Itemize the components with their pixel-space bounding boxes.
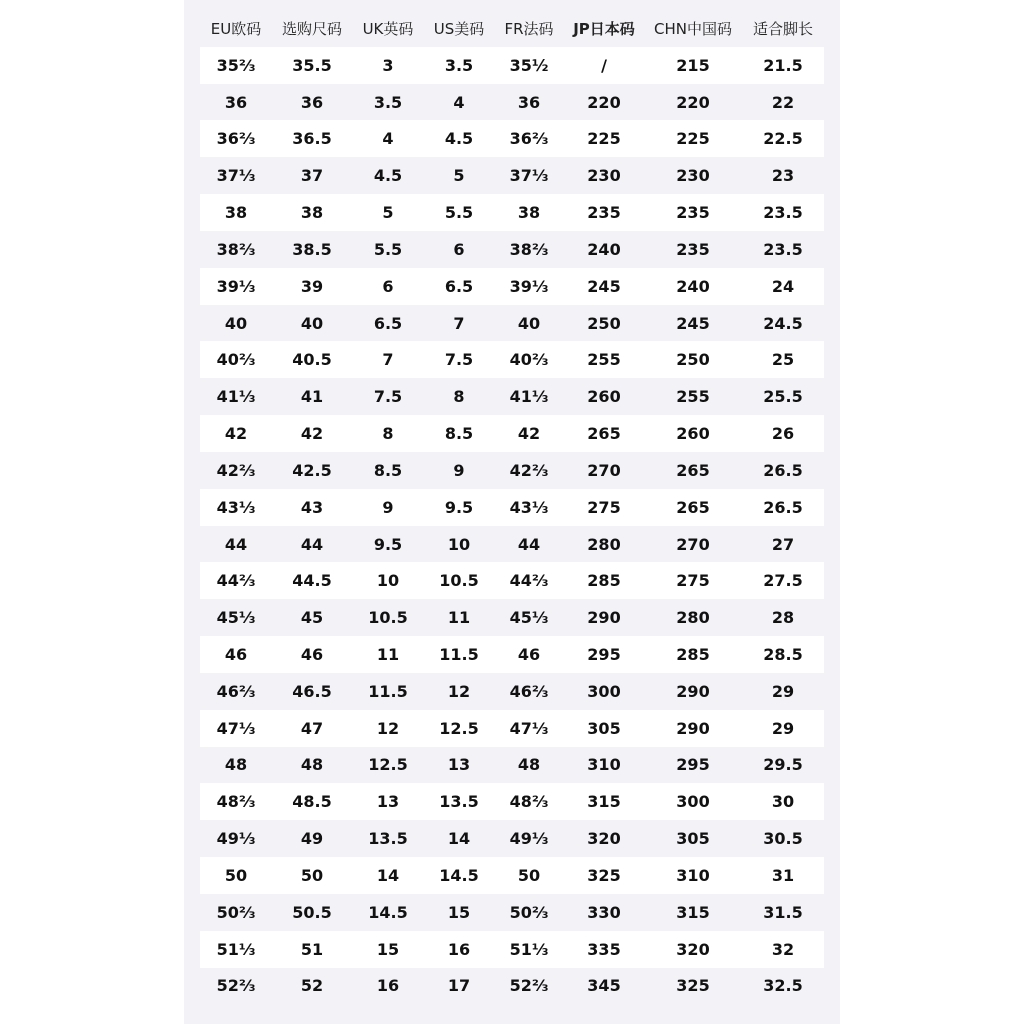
cell-purchase-size: 44: [300, 534, 324, 554]
cell-purchase-size: 47: [300, 718, 324, 738]
cell-chn: 230: [676, 166, 710, 186]
cell-eu: 47⅓: [216, 718, 256, 738]
cell-foot-length: 26.5: [763, 497, 803, 517]
size-chart-panel: [184, 0, 840, 1024]
cell-jp: 285: [587, 571, 621, 591]
table-row: [200, 194, 824, 231]
cell-fr: 40⅔: [509, 350, 549, 370]
cell-purchase-size: 42.5: [292, 460, 332, 480]
cell-foot-length: 32.5: [763, 976, 803, 996]
cell-foot-length: 32: [771, 939, 795, 959]
cell-us: 14: [447, 829, 471, 849]
cell-eu: 51⅓: [216, 939, 256, 959]
cell-purchase-size: 48.5: [292, 792, 332, 812]
cell-us: 7.5: [444, 350, 474, 370]
cell-chn: 305: [676, 829, 710, 849]
cell-foot-length: 24: [771, 276, 795, 296]
cell-foot-length: 28: [771, 608, 795, 628]
cell-purchase-size: 40.5: [292, 350, 332, 370]
cell-jp: 320: [587, 829, 621, 849]
cell-foot-length: 30.5: [763, 829, 803, 849]
cell-eu: 41⅓: [216, 387, 256, 407]
cell-uk: 5.5: [373, 239, 403, 259]
cell-foot-length: 27: [771, 534, 795, 554]
cell-purchase-size: 51: [300, 939, 324, 959]
cell-eu: 52⅔: [216, 976, 256, 996]
table-row: [200, 47, 824, 84]
cell-purchase-size: 41: [300, 387, 324, 407]
table-row: [200, 84, 824, 121]
cell-purchase-size: 42: [300, 424, 324, 444]
table-row: [200, 341, 824, 378]
cell-fr: 42: [517, 424, 541, 444]
cell-purchase-size: 35.5: [292, 55, 332, 75]
col-header-purchase-size: 选购尺码: [281, 19, 342, 38]
cell-eu: 50⅔: [216, 902, 256, 922]
cell-us: 14.5: [439, 865, 479, 885]
cell-uk: 12: [376, 718, 400, 738]
cell-jp: 270: [587, 460, 621, 480]
cell-jp: 345: [587, 976, 621, 996]
table-row: [200, 968, 824, 1005]
cell-foot-length: 25: [771, 350, 795, 370]
cell-uk: 7.5: [373, 387, 403, 407]
cell-foot-length: 23: [771, 166, 795, 186]
cell-chn: 280: [676, 608, 710, 628]
table-row: [200, 526, 824, 563]
table-row: [200, 452, 824, 489]
cell-us: 6: [453, 239, 465, 259]
table-row: [200, 415, 824, 452]
size-chart-header-row: [200, 10, 824, 47]
cell-eu: 46: [224, 644, 248, 664]
cell-chn: 285: [676, 644, 710, 664]
cell-jp: /: [601, 55, 607, 75]
cell-uk: 3.5: [373, 92, 403, 112]
table-row: [200, 599, 824, 636]
cell-uk: 8.5: [373, 460, 403, 480]
cell-purchase-size: 48: [300, 755, 324, 775]
cell-purchase-size: 52: [300, 976, 324, 996]
cell-uk: 13.5: [368, 829, 408, 849]
cell-foot-length: 22.5: [763, 129, 803, 149]
cell-fr: 39⅓: [509, 276, 549, 296]
cell-chn: 215: [676, 55, 710, 75]
cell-jp: 260: [587, 387, 621, 407]
cell-purchase-size: 44.5: [292, 571, 332, 591]
cell-eu: 50: [224, 865, 248, 885]
cell-jp: 275: [587, 497, 621, 517]
cell-eu: 43⅓: [216, 497, 256, 517]
cell-fr: 36⅔: [509, 129, 549, 149]
cell-uk: 4: [382, 129, 394, 149]
cell-fr: 51⅓: [509, 939, 549, 959]
cell-fr: 38: [517, 203, 541, 223]
cell-fr: 41⅓: [509, 387, 549, 407]
cell-jp: 295: [587, 644, 621, 664]
cell-fr: 35½: [509, 55, 549, 75]
cell-foot-length: 25.5: [763, 387, 803, 407]
cell-us: 7: [453, 313, 465, 333]
cell-uk: 12.5: [368, 755, 408, 775]
cell-chn: 275: [676, 571, 710, 591]
cell-chn: 235: [676, 203, 710, 223]
cell-eu: 42⅔: [216, 460, 256, 480]
cell-purchase-size: 39: [300, 276, 324, 296]
cell-jp: 230: [587, 166, 621, 186]
cell-uk: 11: [376, 644, 400, 664]
cell-chn: 225: [676, 129, 710, 149]
cell-jp: 245: [587, 276, 621, 296]
cell-eu: 48: [224, 755, 248, 775]
col-header-eu: EU欧码: [210, 19, 262, 38]
cell-foot-length: 23.5: [763, 203, 803, 223]
cell-chn: 265: [676, 460, 710, 480]
cell-chn: 250: [676, 350, 710, 370]
cell-jp: 250: [587, 313, 621, 333]
cell-fr: 44: [517, 534, 541, 554]
cell-us: 6.5: [444, 276, 474, 296]
col-header-us: US美码: [433, 19, 485, 38]
cell-uk: 6: [382, 276, 394, 296]
table-row: [200, 489, 824, 526]
cell-uk: 14: [376, 865, 400, 885]
cell-foot-length: 24.5: [763, 313, 803, 333]
cell-uk: 10.5: [368, 608, 408, 628]
col-header-jp: JP日本码: [573, 19, 635, 38]
cell-uk: 8: [382, 424, 394, 444]
col-header-uk: UK英码: [362, 19, 414, 38]
col-header-foot-length: 适合脚长: [752, 19, 813, 38]
cell-jp: 225: [587, 129, 621, 149]
cell-jp: 265: [587, 424, 621, 444]
cell-purchase-size: 37: [300, 166, 324, 186]
cell-eu: 48⅔: [216, 792, 256, 812]
cell-jp: 235: [587, 203, 621, 223]
cell-uk: 14.5: [368, 902, 408, 922]
cell-eu: 45⅓: [216, 608, 256, 628]
cell-jp: 280: [587, 534, 621, 554]
size-chart-body: [200, 47, 824, 1005]
cell-jp: 300: [587, 681, 621, 701]
cell-us: 13: [447, 755, 471, 775]
cell-us: 9.5: [444, 497, 474, 517]
cell-purchase-size: 36.5: [292, 129, 332, 149]
table-row: [200, 894, 824, 931]
cell-us: 3.5: [444, 55, 474, 75]
cell-chn: 270: [676, 534, 710, 554]
cell-foot-length: 31: [771, 865, 795, 885]
cell-eu: 38⅔: [216, 239, 256, 259]
cell-jp: 255: [587, 350, 621, 370]
cell-us: 9: [453, 460, 465, 480]
cell-jp: 315: [587, 792, 621, 812]
cell-purchase-size: 50: [300, 865, 324, 885]
cell-uk: 5: [382, 203, 394, 223]
cell-purchase-size: 50.5: [292, 902, 332, 922]
table-row: [200, 636, 824, 673]
cell-chn: 290: [676, 718, 710, 738]
cell-purchase-size: 40: [300, 313, 324, 333]
cell-foot-length: 26: [771, 424, 795, 444]
cell-us: 5.5: [444, 203, 474, 223]
table-row: [200, 820, 824, 857]
cell-foot-length: 21.5: [763, 55, 803, 75]
cell-purchase-size: 38: [300, 203, 324, 223]
table-row: [200, 378, 824, 415]
cell-fr: 43⅓: [509, 497, 549, 517]
cell-us: 12.5: [439, 718, 479, 738]
cell-chn: 245: [676, 313, 710, 333]
cell-purchase-size: 46: [300, 644, 324, 664]
cell-us: 10: [447, 534, 471, 554]
cell-purchase-size: 49: [300, 829, 324, 849]
cell-foot-length: 31.5: [763, 902, 803, 922]
cell-fr: 50⅔: [509, 902, 549, 922]
table-row: [200, 747, 824, 784]
cell-us: 5: [453, 166, 465, 186]
cell-chn: 240: [676, 276, 710, 296]
cell-fr: 45⅓: [509, 608, 549, 628]
cell-eu: 49⅓: [216, 829, 256, 849]
cell-uk: 6.5: [373, 313, 403, 333]
cell-jp: 330: [587, 902, 621, 922]
cell-jp: 305: [587, 718, 621, 738]
table-row: [200, 710, 824, 747]
cell-us: 8.5: [444, 424, 474, 444]
cell-foot-length: 28.5: [763, 644, 803, 664]
cell-eu: 39⅓: [216, 276, 256, 296]
cell-uk: 4.5: [373, 166, 403, 186]
cell-jp: 335: [587, 939, 621, 959]
cell-jp: 310: [587, 755, 621, 775]
table-row: [200, 783, 824, 820]
cell-chn: 265: [676, 497, 710, 517]
cell-us: 11.5: [439, 644, 479, 664]
cell-foot-length: 29.5: [763, 755, 803, 775]
cell-fr: 42⅔: [509, 460, 549, 480]
size-chart-table: [200, 10, 824, 1004]
cell-jp: 325: [587, 865, 621, 885]
cell-eu: 46⅔: [216, 681, 256, 701]
cell-purchase-size: 43: [300, 497, 324, 517]
cell-foot-length: 27.5: [763, 571, 803, 591]
cell-eu: 44⅔: [216, 571, 256, 591]
cell-chn: 220: [676, 92, 710, 112]
cell-us: 17: [447, 976, 471, 996]
cell-chn: 255: [676, 387, 710, 407]
cell-us: 10.5: [439, 571, 479, 591]
cell-us: 4: [453, 92, 465, 112]
cell-fr: 46: [517, 644, 541, 664]
table-row: [200, 857, 824, 894]
cell-eu: 44: [224, 534, 248, 554]
cell-chn: 310: [676, 865, 710, 885]
cell-chn: 290: [676, 681, 710, 701]
table-row: [200, 305, 824, 342]
cell-foot-length: 29: [771, 681, 795, 701]
cell-foot-length: 26.5: [763, 460, 803, 480]
cell-fr: 37⅓: [509, 166, 549, 186]
cell-eu: 36⅔: [216, 129, 256, 149]
cell-fr: 47⅓: [509, 718, 549, 738]
cell-fr: 49⅓: [509, 829, 549, 849]
cell-uk: 9.5: [373, 534, 403, 554]
cell-fr: 38⅔: [509, 239, 549, 259]
cell-us: 15: [447, 902, 471, 922]
cell-jp: 220: [587, 92, 621, 112]
cell-purchase-size: 46.5: [292, 681, 332, 701]
table-row: [200, 120, 824, 157]
cell-eu: 36: [224, 92, 248, 112]
cell-uk: 9: [382, 497, 394, 517]
cell-uk: 16: [376, 976, 400, 996]
cell-us: 13.5: [439, 792, 479, 812]
cell-chn: 295: [676, 755, 710, 775]
table-row: [200, 268, 824, 305]
cell-foot-length: 22: [771, 92, 795, 112]
cell-purchase-size: 38.5: [292, 239, 332, 259]
cell-uk: 7: [382, 350, 394, 370]
cell-purchase-size: 36: [300, 92, 324, 112]
table-row: [200, 562, 824, 599]
cell-us: 16: [447, 939, 471, 959]
cell-fr: 40: [517, 313, 541, 333]
cell-chn: 315: [676, 902, 710, 922]
cell-eu: 35⅔: [216, 55, 256, 75]
cell-uk: 3: [382, 55, 394, 75]
cell-jp: 240: [587, 239, 621, 259]
cell-eu: 40⅔: [216, 350, 256, 370]
cell-fr: 48⅔: [509, 792, 549, 812]
cell-us: 12: [447, 681, 471, 701]
cell-chn: 235: [676, 239, 710, 259]
col-header-chn: CHN中国码: [654, 19, 732, 38]
cell-jp: 290: [587, 608, 621, 628]
cell-uk: 11.5: [368, 681, 408, 701]
cell-eu: 42: [224, 424, 248, 444]
cell-uk: 15: [376, 939, 400, 959]
cell-fr: 36: [517, 92, 541, 112]
cell-us: 4.5: [444, 129, 474, 149]
table-row: [200, 931, 824, 968]
table-row: [200, 157, 824, 194]
cell-eu: 38: [224, 203, 248, 223]
cell-eu: 37⅓: [216, 166, 256, 186]
cell-chn: 260: [676, 424, 710, 444]
cell-fr: 52⅔: [509, 976, 549, 996]
cell-uk: 10: [376, 571, 400, 591]
cell-chn: 320: [676, 939, 710, 959]
cell-us: 8: [453, 387, 465, 407]
cell-eu: 40: [224, 313, 248, 333]
col-header-fr: FR法码: [504, 19, 554, 38]
cell-purchase-size: 45: [300, 608, 324, 628]
cell-foot-length: 30: [771, 792, 795, 812]
cell-chn: 325: [676, 976, 710, 996]
table-row: [200, 673, 824, 710]
cell-fr: 44⅔: [509, 571, 549, 591]
cell-fr: 48: [517, 755, 541, 775]
cell-chn: 300: [676, 792, 710, 812]
cell-fr: 46⅔: [509, 681, 549, 701]
table-row: [200, 231, 824, 268]
cell-uk: 13: [376, 792, 400, 812]
cell-foot-length: 29: [771, 718, 795, 738]
cell-us: 11: [447, 608, 471, 628]
cell-fr: 50: [517, 865, 541, 885]
cell-foot-length: 23.5: [763, 239, 803, 259]
